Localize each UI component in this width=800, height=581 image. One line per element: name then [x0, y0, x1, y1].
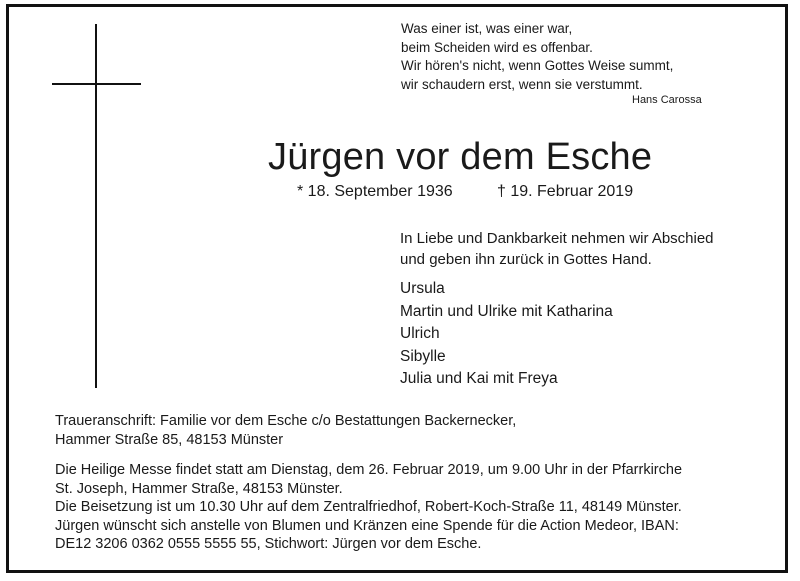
service-line: Jürgen wünscht sich anstelle von Blumen und Kränzen eine Spende für die Action Medeor, IBAN: — [55, 517, 679, 534]
poem-line: Was einer ist, was einer war, — [401, 21, 573, 36]
poem-line: beim Scheiden wird es offenbar. — [401, 39, 593, 55]
deceased-name: Jürgen vor dem Esche — [268, 136, 653, 178]
family-list — [400, 278, 613, 391]
farewell-text — [400, 229, 714, 270]
family-member: Sibylle — [400, 347, 446, 365]
mourning-address — [55, 412, 516, 449]
address-line: Traueranschrift: Familie vor dem Esche c/o Bestattungen Backernecker, — [55, 413, 517, 429]
farewell-line: und geben ihn zurück in Gottes Hand. — [400, 250, 652, 268]
service-line: St. Joseph, Hammer Straße, 48153 Münster. — [55, 480, 343, 497]
service-line: DE12 3206 0362 0555 5555 55, Stichwort: Jürgen vor dem Esche. — [55, 536, 482, 553]
poem-author: Hans Carossa — [632, 94, 702, 106]
family-member: Ursula — [400, 280, 445, 297]
poem-line: wir schaudern erst, wenn sie verstummt. — [401, 76, 643, 92]
address-line: Hammer Straße 85, 48153 Münster — [55, 431, 284, 448]
farewell-line: In Liebe und Dankbarkeit nehmen wir Abschied — [400, 230, 714, 247]
family-member: Martin und Ulrike mit Katharina — [400, 302, 613, 320]
death-date: † 19. Februar 2019 — [497, 183, 634, 200]
cross-icon-bar — [52, 83, 141, 85]
service-line: Die Beisetzung ist um 10.30 Uhr auf dem Zentralfriedhof, Robert-Koch-Straße 11, 48149 Münster. — [55, 499, 682, 516]
service-details — [55, 461, 682, 554]
service-line: Die Heilige Messe findet statt am Dienstag, dem 26. Februar 2019, um 9.00 Uhr in der Pfarrkirche — [55, 462, 683, 478]
poem — [401, 20, 673, 94]
birth-date: * 18. September 1936 — [297, 183, 453, 200]
cross-icon — [95, 24, 97, 388]
family-member: Ulrich — [400, 325, 440, 342]
family-member: Julia und Kai mit Freya — [400, 370, 558, 387]
poem-line: Wir hören's nicht, wenn Gottes Weise summt, — [401, 58, 674, 74]
